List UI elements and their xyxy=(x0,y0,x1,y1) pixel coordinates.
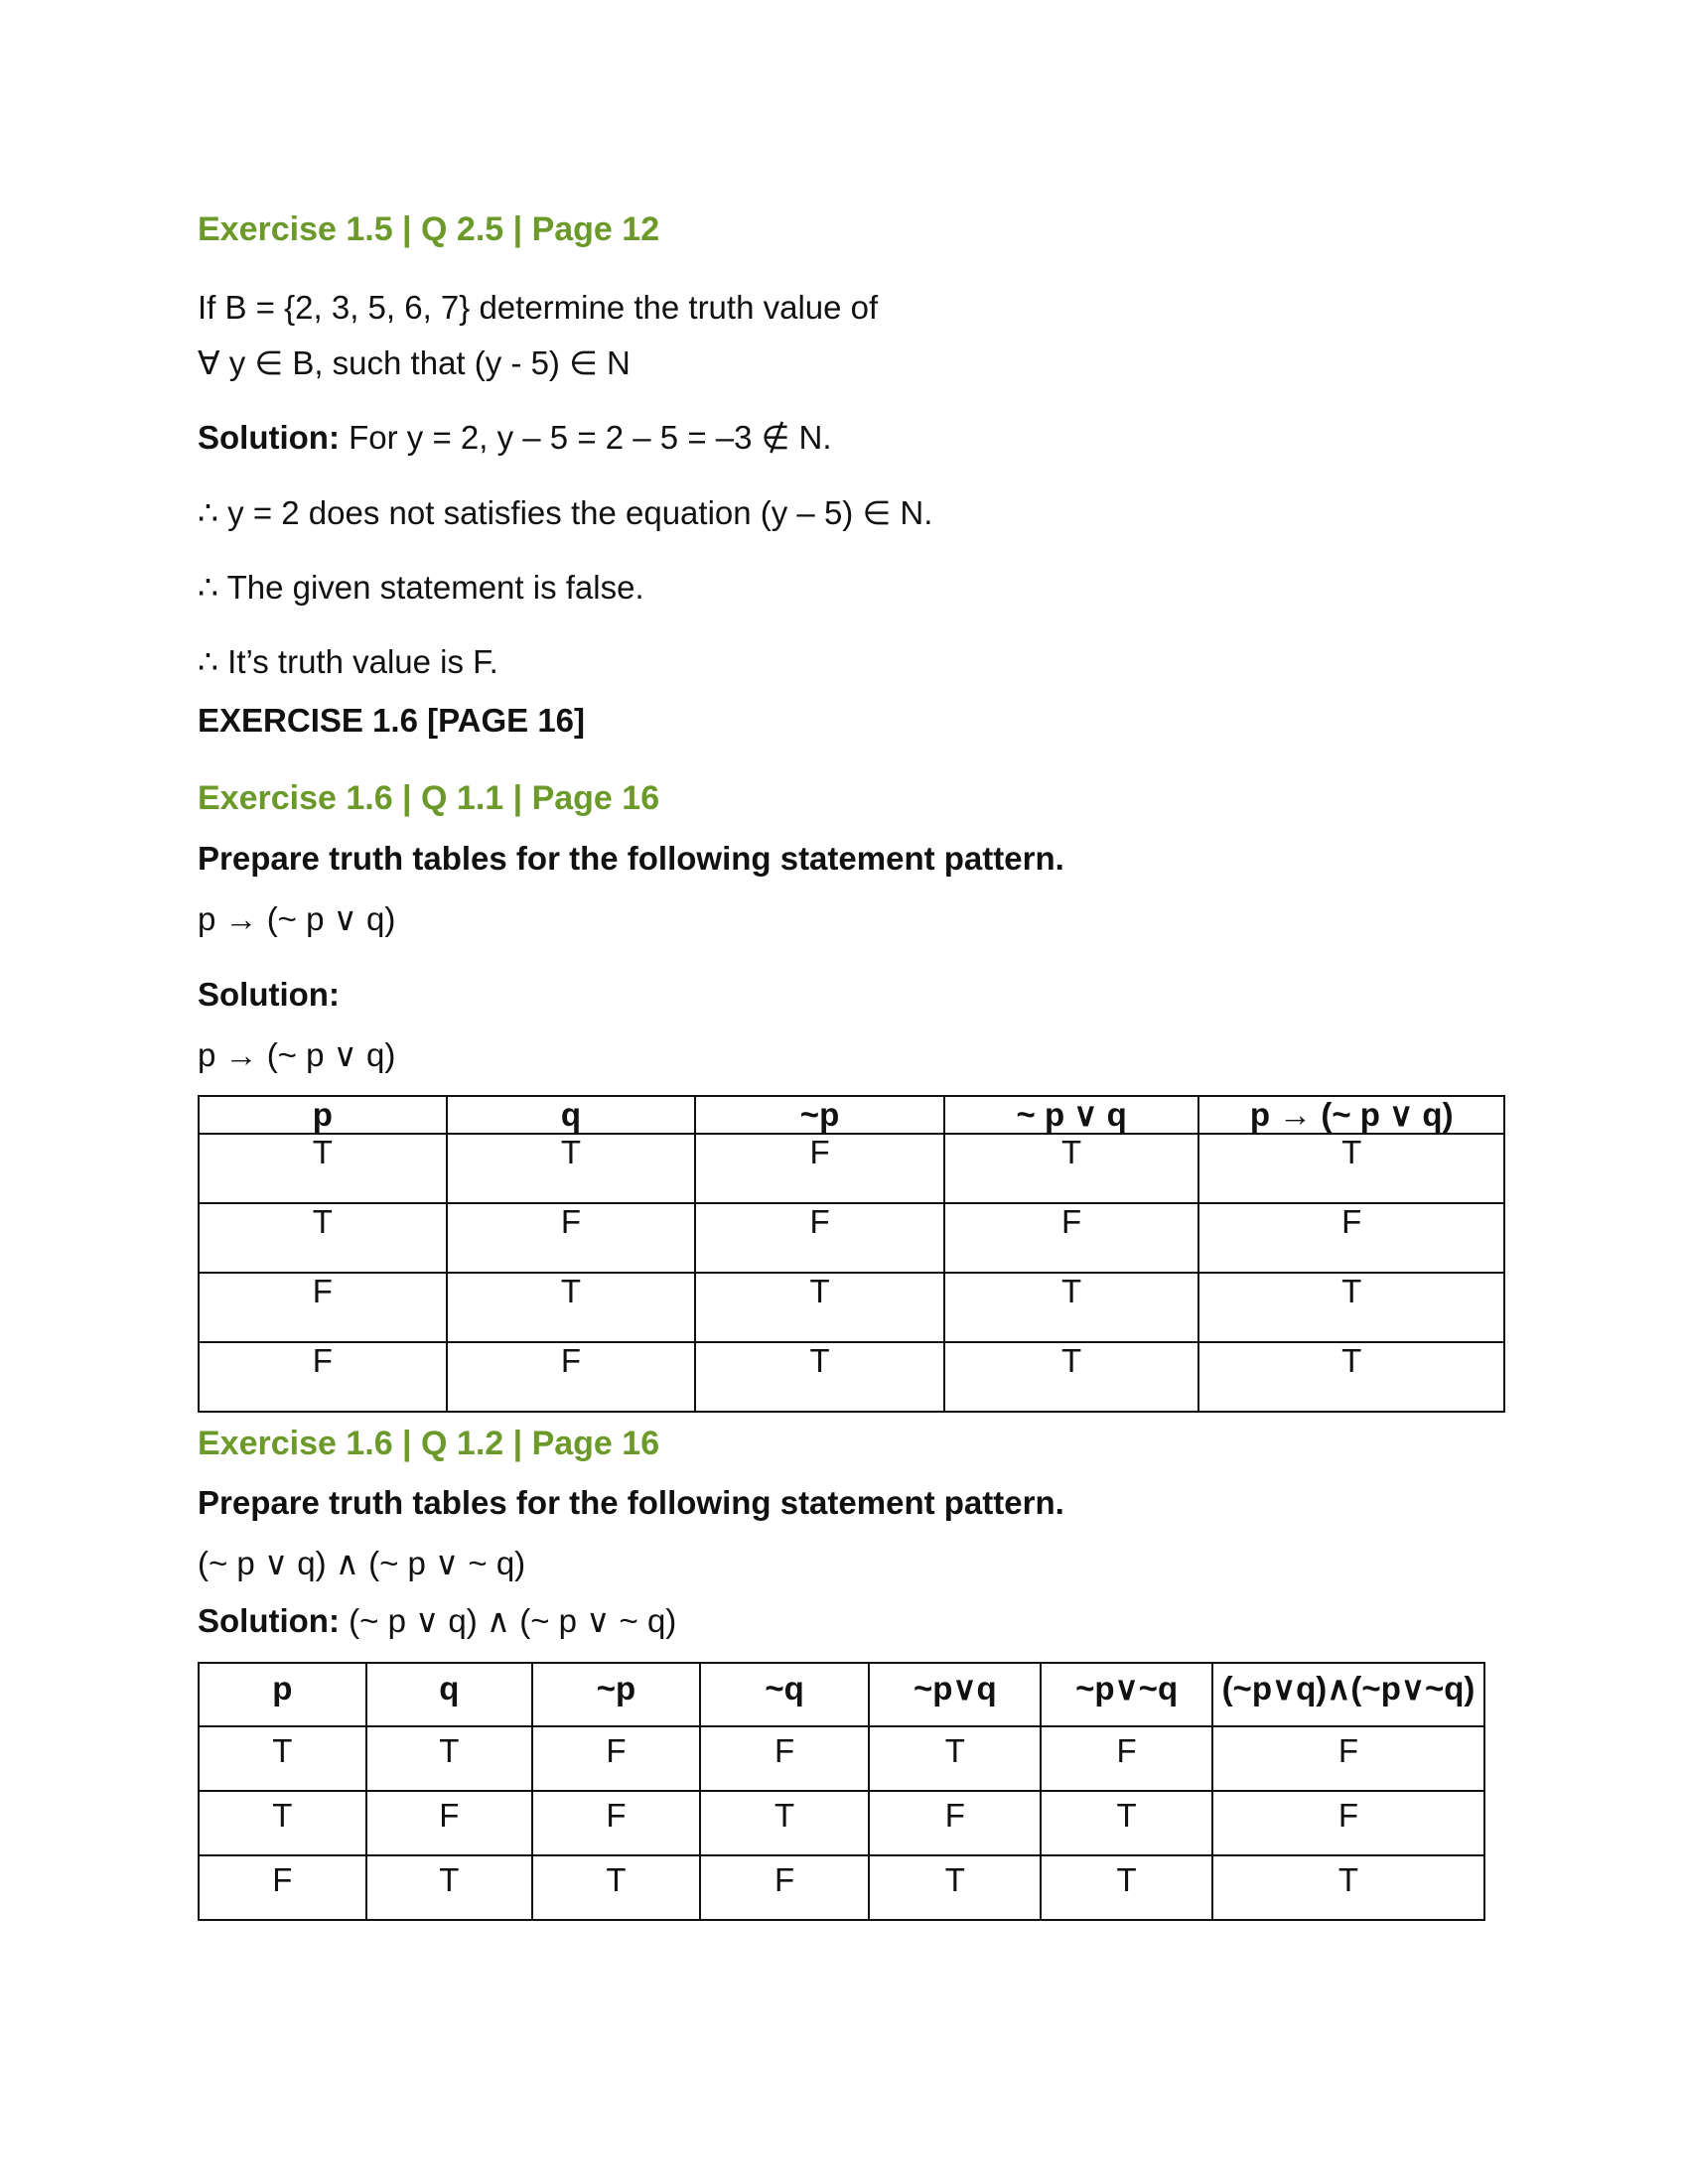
solution-label-q1-1: Solution: xyxy=(198,976,340,1013)
table-cell: F xyxy=(695,1203,944,1273)
table-cell: F xyxy=(447,1342,696,1412)
table-cell: F xyxy=(199,1342,447,1412)
table-cell: F xyxy=(199,1273,447,1342)
table-cell: T xyxy=(199,1134,447,1203)
column-header: ~p∨q xyxy=(869,1663,1041,1726)
table-cell: F xyxy=(366,1791,533,1855)
table-header-row xyxy=(199,1663,1484,1726)
column-header: ~p∨~q xyxy=(1041,1663,1212,1726)
column-header: ~p xyxy=(532,1663,700,1726)
table-cell: T xyxy=(532,1855,700,1920)
table-header-row xyxy=(199,1096,1504,1134)
solution-label-q1-2: Solution: xyxy=(198,1602,340,1639)
table-cell: T xyxy=(1041,1855,1212,1920)
truth-table-q1-2 xyxy=(198,1662,1485,1921)
solution-step-1: ∴ y = 2 does not satisfies the equation (y – 5) ∈ N. xyxy=(198,494,933,531)
exercise-heading-q1-1: Exercise 1.6 | Q 1.1 | Page 16 xyxy=(198,779,660,817)
table-cell: F xyxy=(700,1855,870,1920)
table-cell: T xyxy=(366,1726,533,1791)
question-text-line-2: ∀ y ∈ B, such that (y - 5) ∈ N xyxy=(198,344,631,381)
exercise-heading-q2-5: Exercise 1.5 | Q 2.5 | Page 12 xyxy=(198,210,660,248)
table-cell: F xyxy=(1212,1726,1484,1791)
solution-text: For y = 2, y – 5 = 2 – 5 = –3 ∉ N. xyxy=(339,419,832,456)
column-header: p xyxy=(199,1096,447,1134)
solution-step-3: ∴ It’s truth value is F. xyxy=(198,643,498,680)
column-header: (~p∨q)∧(~p∨~q) xyxy=(1212,1663,1484,1726)
table-cell: T xyxy=(199,1791,366,1855)
table-cell: T xyxy=(366,1855,533,1920)
table-row xyxy=(199,1203,1504,1273)
table-cell: T xyxy=(1041,1791,1212,1855)
table-cell: T xyxy=(944,1342,1199,1412)
table-cell: T xyxy=(700,1791,870,1855)
table-cell: T xyxy=(1198,1273,1504,1342)
exercise-heading-q1-2: Exercise 1.6 | Q 1.2 | Page 16 xyxy=(198,1425,660,1462)
table-cell: T xyxy=(199,1726,366,1791)
table-row xyxy=(199,1726,1484,1791)
table-cell: F xyxy=(532,1726,700,1791)
table-cell: T xyxy=(695,1342,944,1412)
table-cell: T xyxy=(944,1134,1199,1203)
solution-label: Solution: xyxy=(198,419,340,456)
table-cell: T xyxy=(1198,1342,1504,1412)
table-cell: F xyxy=(700,1726,870,1791)
table-row xyxy=(199,1855,1484,1920)
solution-step-2: ∴ The given statement is false. xyxy=(198,569,644,606)
solution-text-q1-2: (~ p ∨ q) ∧ (~ p ∨ ~ q) xyxy=(339,1602,677,1639)
table-cell: F xyxy=(944,1203,1199,1273)
question-prompt-q1-2: Prepare truth tables for the following statement pattern. xyxy=(198,1484,1064,1521)
column-header: p → (~ p ∨ q) xyxy=(1198,1096,1504,1134)
section-title: EXERCISE 1.6 [PAGE 16] xyxy=(198,702,586,739)
table-row xyxy=(199,1273,1504,1342)
table-cell: T xyxy=(695,1273,944,1342)
column-header: p xyxy=(199,1663,366,1726)
column-header: q xyxy=(447,1096,696,1134)
column-header: ~ p ∨ q xyxy=(944,1096,1199,1134)
table-cell: T xyxy=(199,1203,447,1273)
table-cell: F xyxy=(532,1791,700,1855)
column-header: ~q xyxy=(700,1663,870,1726)
statement-expression-q1-2: (~ p ∨ q) ∧ (~ p ∨ ~ q) xyxy=(198,1545,526,1581)
table-cell: T xyxy=(1198,1134,1504,1203)
table-cell: F xyxy=(199,1855,366,1920)
table-cell: T xyxy=(944,1273,1199,1342)
table-cell: F xyxy=(1041,1726,1212,1791)
table-cell: T xyxy=(447,1134,696,1203)
table-cell: F xyxy=(869,1791,1041,1855)
table-cell: F xyxy=(447,1203,696,1273)
table-row xyxy=(199,1134,1504,1203)
question-text-line-1: If B = {2, 3, 5, 6, 7} determine the truth value of xyxy=(198,289,879,326)
statement-expression-q1-1: p → (~ p ∨ q) xyxy=(198,900,396,937)
question-prompt-q1-1: Prepare truth tables for the following statement pattern. xyxy=(198,840,1064,877)
table-cell: F xyxy=(1212,1791,1484,1855)
table-row xyxy=(199,1791,1484,1855)
table-cell: F xyxy=(1198,1203,1504,1273)
column-header: q xyxy=(366,1663,533,1726)
solution-paragraph-q1-2 xyxy=(198,1601,676,1640)
table-cell: T xyxy=(1212,1855,1484,1920)
truth-table-q1-1 xyxy=(198,1095,1505,1413)
table-cell: F xyxy=(695,1134,944,1203)
solution-expression-q1-1: p → (~ p ∨ q) xyxy=(198,1036,396,1073)
solution-paragraph xyxy=(198,418,832,457)
column-header: ~p xyxy=(695,1096,944,1134)
table-cell: T xyxy=(869,1855,1041,1920)
table-row xyxy=(199,1342,1504,1412)
table-cell: T xyxy=(447,1273,696,1342)
table-cell: T xyxy=(869,1726,1041,1791)
